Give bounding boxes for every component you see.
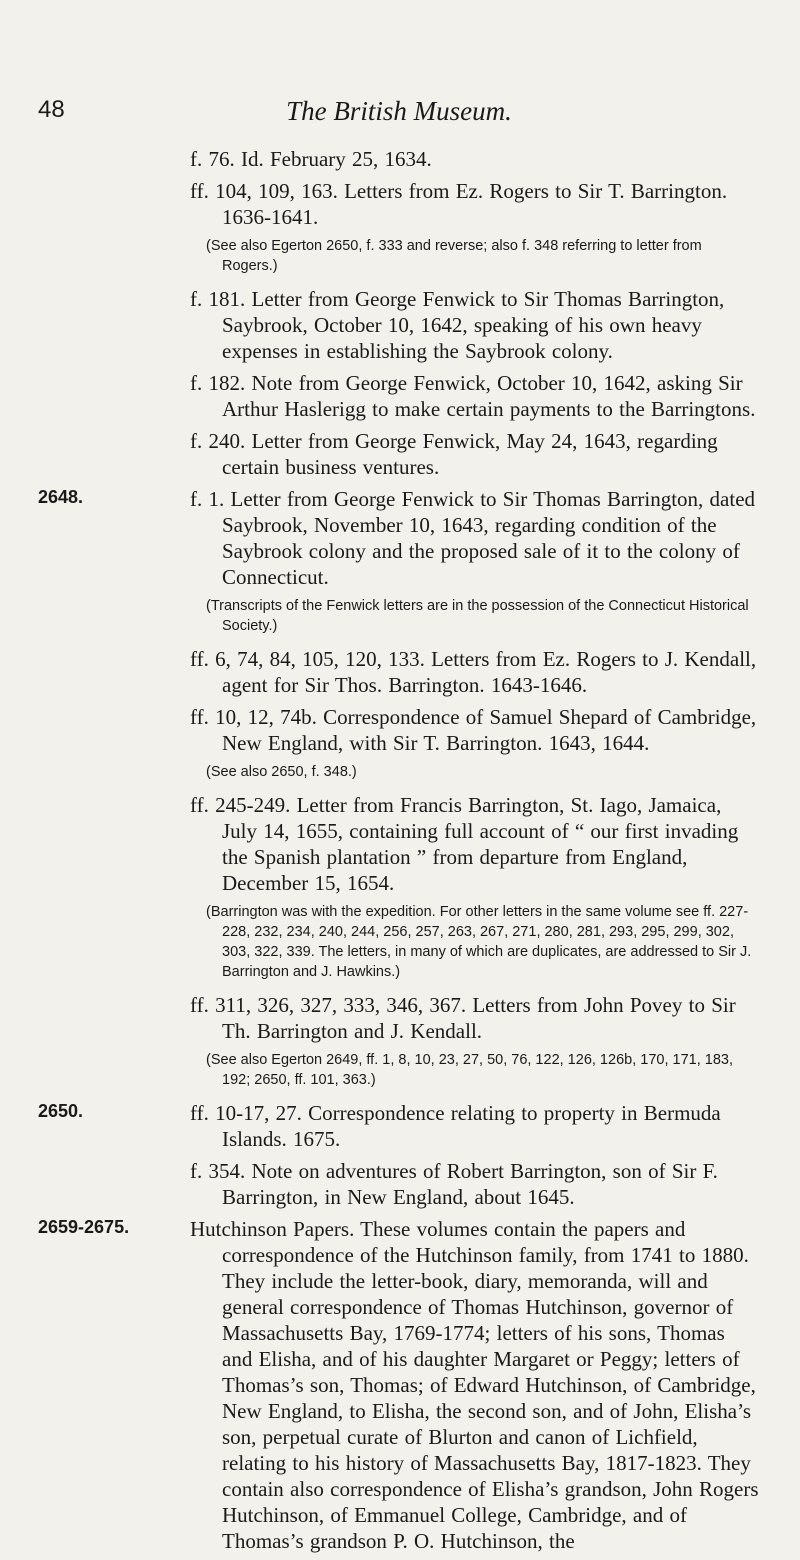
entry-description: Note from George Fenwick, October 10, 1642, asking Sir Arthur Haslerigg to make certain payments to the Barringtons. xyxy=(222,371,756,421)
entry-description: Note on adventures of Robert Barrington, son of Sir F. Barrington, in New England, about 1645. xyxy=(222,1159,718,1209)
catalogue-entry xyxy=(38,992,760,1090)
folio-reference: ff. 6, 74, 84, 105, 120, 133. xyxy=(190,647,425,671)
entry-description: Letter from Francis Barrington, St. Iago, Jamaica, July 14, 1655, containing full account of “ our first invading the Spanish plantation ” from departure from England, December 15, 1654. xyxy=(222,793,739,895)
entry-description: Letter from George Fenwick, May 24, 1643, regarding certain business ventures. xyxy=(222,429,718,479)
entry-note: (See also 2650, f. 348.) xyxy=(206,764,357,780)
entry-text xyxy=(38,646,760,698)
page-header xyxy=(38,96,760,132)
catalogue-entry xyxy=(38,704,760,782)
entry-description: Correspondence of Samuel Shepard of Cambridge, New England, with Sir T. Barrington. 1643, 1644. xyxy=(222,705,757,755)
folio-reference: ff. 311, 326, 327, 333, 346, 367. xyxy=(190,993,467,1017)
catalogue-entry xyxy=(38,1158,760,1210)
catalogue-entry xyxy=(38,486,760,636)
entry-note: (See also Egerton 2650, f. 333 and reverse; also f. 348 referring to letter from Rogers.) xyxy=(206,238,702,274)
folio-reference: ff. 10-17, 27. xyxy=(190,1101,302,1125)
folio-reference: f. 1. xyxy=(190,487,225,511)
entry-text xyxy=(38,370,760,422)
folio-reference: f. 182. xyxy=(190,371,246,395)
page-number: 48 xyxy=(38,96,65,123)
entry-text xyxy=(38,178,760,230)
folio-reference: f. 181. xyxy=(190,287,246,311)
folio-reference: ff. 245-249. xyxy=(190,793,291,817)
entry-note: (See also Egerton 2649, ff. 1, 8, 10, 23, 27, 50, 76, 122, 126, 126b, 170, 171, 183, 192; 2650, ff. 101, 363.) xyxy=(206,1052,733,1088)
folio-reference: ff. 104, 109, 163. xyxy=(190,179,338,203)
entry-text xyxy=(38,792,760,896)
entry-description: Correspondence relating to property in Bermuda Islands. 1675. xyxy=(222,1101,721,1151)
entry-description: Letters from Ez. Rogers to Sir T. Barrington. 1636-1641. xyxy=(222,179,728,229)
catalogue-entry xyxy=(38,1100,760,1152)
catalogue-entry xyxy=(38,286,760,364)
catalogue-entry xyxy=(38,646,760,698)
running-title: The British Museum. xyxy=(286,96,512,126)
entry-text xyxy=(38,992,760,1044)
entry-text xyxy=(38,1100,760,1152)
catalogue-entry xyxy=(38,1216,760,1554)
folio-reference: ff. 10, 12, 74b. xyxy=(190,705,317,729)
entry-description: Letter from George Fenwick to Sir Thomas Barrington, dated Saybrook, November 10, 1643, regarding condition of the Saybrook colony and the proposed sale of it to the colony of Connecticut. xyxy=(222,487,756,589)
catalogue-entry xyxy=(38,146,760,172)
entry-note: (Transcripts of the Fenwick letters are in the possession of the Connecticut Historical Society.) xyxy=(206,598,749,634)
catalogue-entry xyxy=(38,178,760,276)
catalogue-entry xyxy=(38,792,760,982)
manuscript-number: 2659-2675. xyxy=(38,1217,130,1237)
manuscript-number: 2650. xyxy=(38,1101,84,1121)
entry-text xyxy=(38,146,760,172)
entry-description: Letter from George Fenwick to Sir Thomas Barrington, Saybrook, October 10, 1642, speaking of his own heavy expenses in establishing the Saybrook colony. xyxy=(222,287,725,363)
entry-text xyxy=(38,1216,760,1554)
entry-description: Id. February 25, 1634. xyxy=(234,147,432,171)
folio-reference: f. 354. xyxy=(190,1159,246,1183)
folio-reference: f. 76. xyxy=(190,147,235,171)
entry-text xyxy=(38,286,760,364)
entry-note: (Barrington was with the expedition. For other letters in the same volume see ff. 227-228, 232, 234, 240, 244, 256, 257, 263, 267, 271, 280, 281, 293, 295, 299, 302, 303, 322, 339. The letters, in many of which are duplicates, are addressed to Sir J. Barrington and J. Hawkins.) xyxy=(206,904,752,980)
entry-text xyxy=(38,704,760,756)
entry-description: Letters from Ez. Rogers to J. Kendall, agent for Sir Thos. Barrington. 1643-1646. xyxy=(222,647,757,697)
catalogue-entry xyxy=(38,370,760,422)
catalogue-entry xyxy=(38,428,760,480)
catalogue-entries xyxy=(38,146,760,1560)
entry-description: Hutchinson Papers. These volumes contain the papers and correspondence of the Hutchinson family, from 1741 to 1880. They include the letter-book, diary, memoranda, will and general correspondence of Thomas Hutchinson, governor of Massachusetts Bay, 1769-1774; letters of his sons, Thomas and Elisha, and of his daughter Margaret or Peggy; letters of Thomas’s son, Thomas; of Edward Hutchinson, of Cambridge, New England, to Elisha, the second son, and of John, Elisha’s son, perpetual curate of Blurton and canon of Lichfield, relating to his history of Massachusetts Bay, 1817-1823. They contain also correspondence of Elisha’s grandson, John Rogers Hutchinson, of Emmanuel College, Cambridge, and of Thomas’s grandson P. O. Hutchinson, the xyxy=(190,1217,759,1553)
entry-text xyxy=(38,1158,760,1210)
entry-description: Letters from John Povey to Sir Th. Barrington and J. Kendall. xyxy=(222,993,736,1043)
entry-text xyxy=(38,428,760,480)
folio-reference: f. 240. xyxy=(190,429,246,453)
manuscript-number: 2648. xyxy=(38,487,84,507)
entry-text xyxy=(38,486,760,590)
